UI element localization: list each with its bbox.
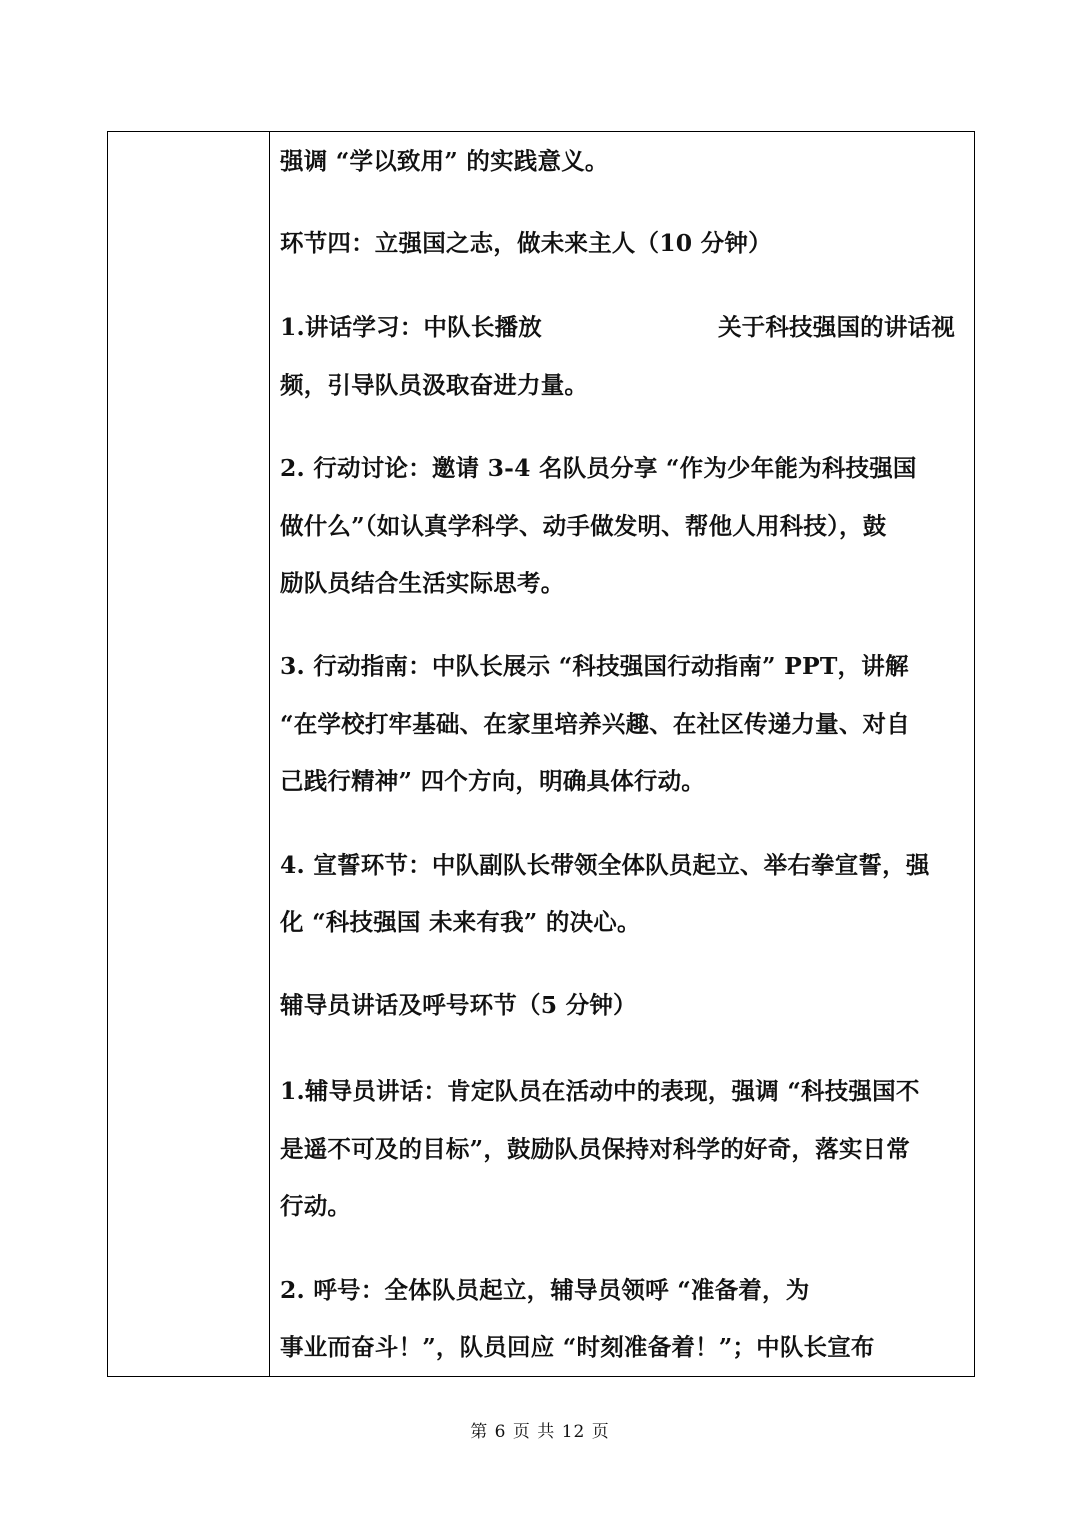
paragraph-line: 2. 行动讨论：邀请 3-4 名队员分享 “作为少年能为科技强国 xyxy=(280,454,917,482)
paragraph-line: 励队员结合生活实际思考。 xyxy=(280,569,565,597)
paragraph-line: 事业而奋斗！”，队员回应 “时刻准备着！”；中队长宣布 xyxy=(280,1333,875,1361)
paragraph-line: 1.讲话学习：中队长播放 关于科技强国的讲话视 xyxy=(280,313,955,341)
paragraph-line: 行动。 xyxy=(280,1192,352,1220)
table-left-cell xyxy=(108,132,269,1376)
paragraph-line: 1.辅导员讲话：肯定队员在活动中的表现，强调 “科技强国不 xyxy=(280,1077,920,1105)
paragraph-line: 做什么”（如认真学科学、动手做发明、帮他人用科技），鼓 xyxy=(280,512,887,540)
paragraph-line: 己践行精神” 四个方向，明确具体行动。 xyxy=(280,767,705,795)
paragraph-line: “在学校打牢基础、在家里培养兴趣、在社区传递力量、对自 xyxy=(280,710,910,738)
paragraph-line: 2. 呼号：全体队员起立，辅导员领呼 “准备着，为 xyxy=(280,1276,810,1304)
section-heading: 环节四：立强国之志，做未来主人（10 分钟） xyxy=(280,229,772,257)
paragraph-line: 是遥不可及的目标”，鼓励队员保持对科学的好奇，落实日常 xyxy=(280,1135,910,1163)
paragraph-line: 频，引导队员汲取奋进力量。 xyxy=(280,371,589,399)
page-number: 第 6 页 共 12 页 xyxy=(470,1422,610,1442)
paragraph-line: 化 “科技强国 未来有我” 的决心。 xyxy=(280,908,641,936)
paragraph-line: 3. 行动指南：中队长展示 “科技强国行动指南” PPT，讲解 xyxy=(280,652,909,680)
paragraph-line: 强调 “学以致用” 的实践意义。 xyxy=(280,147,609,175)
paragraph-line: 4. 宣誓环节：中队副队长带领全体队员起立、举右拳宣誓，强 xyxy=(280,851,930,879)
activity-table xyxy=(107,131,975,1377)
column-divider xyxy=(269,132,270,1376)
table-content-cell xyxy=(280,132,970,1376)
section-heading: 辅导员讲话及呼号环节（5 分钟） xyxy=(280,991,637,1019)
